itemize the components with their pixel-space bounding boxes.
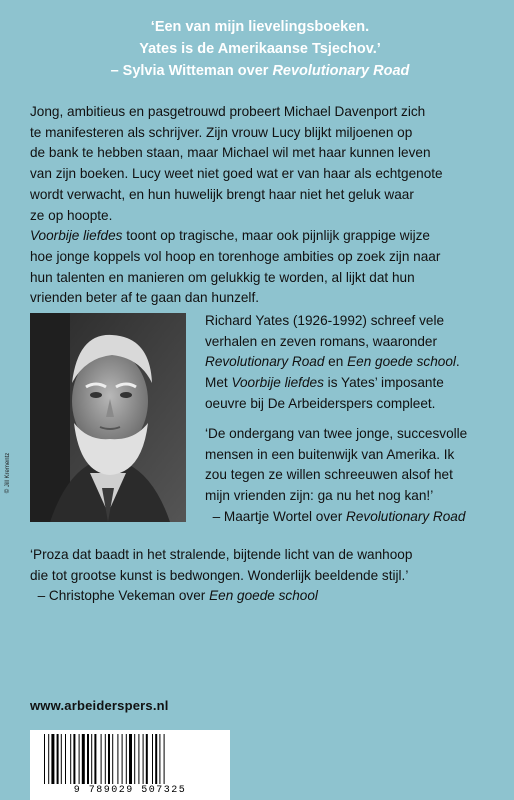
quote-line: zou tegen ze willen schreeuwen alsof het [205, 467, 453, 483]
bio-line: Met Voorbije liefdes is Yates’ imposante [205, 375, 444, 391]
blurb-line: Jong, ambitieus en pasgetrouwd probeert Michael Davenport zich [30, 104, 426, 119]
isbn-barcode [30, 730, 230, 800]
barcode-digits: 9 789029 507325 [73, 785, 187, 796]
bio-line: Richard Yates (1926-1992) schreef vele [205, 313, 445, 328]
author-bio [205, 311, 505, 415]
bio-line: Revolutionary Road en Een goede school. [205, 354, 460, 370]
review-quote-wortel [205, 424, 505, 528]
quote-line: die tot grootse kunst is bedwongen. Wonderlijk beeldende stijl.’ [30, 567, 409, 583]
quote-attribution: – Christophe Vekeman over Een goede school [37, 588, 318, 604]
blurb-line: wordt verwacht, en hun huwelijk brengt haar niet het geluk waar [30, 186, 414, 202]
blurb-line: van zijn boeken. Lucy weet niet goed wat er van haar als echtgenote [30, 166, 443, 182]
quote-line: mensen in een buitenwijk van Amerika. Ik [205, 446, 455, 462]
bio-line: oeuvre bij De Arbeiderspers compleet. [205, 395, 436, 411]
top-quote-attribution: – Sylvia Witteman over Revolutionary Road [110, 63, 410, 79]
photo-credit: © Jill Krementz [5, 452, 11, 494]
quote-line: ‘De ondergang van twee jonge, succesvolle [205, 426, 468, 441]
quote-line: ‘Proza dat baadt in het stralende, bijtende licht van de wanhoop [30, 547, 413, 562]
publisher-website: www.arbeiderspers.nl [30, 698, 169, 713]
author-photo [30, 313, 186, 522]
top-quote-line: ‘Een van mijn lievelingsboeken. [150, 19, 370, 35]
blurb-line: vrienden beter af te gaan dan hunzelf. [30, 290, 259, 306]
top-quote-line: Yates is de Amerikaanse Tsjechov.’ [139, 41, 381, 57]
bio-line: verhalen en zeven romans, waaronder [205, 333, 437, 349]
book-blurb [30, 102, 498, 309]
blurb-line: hun talenten en manieren om gelukkig te worden, al lijkt dat hun [30, 269, 415, 285]
quote-attribution: – Maartje Wortel over Revolutionary Road [212, 508, 466, 524]
barcode-bars [30, 730, 230, 786]
blurb-line: hoe jonge koppels vol hoop en torenhoge ambities op zoek zijn naar [30, 248, 441, 264]
top-quote [60, 16, 460, 82]
blurb-line: ze op hoopte. [30, 207, 113, 223]
review-quote-vekeman [30, 545, 500, 607]
blurb-line: te manifesteren als schrijver. Zijn vrouw Lucy blijkt miljoenen op [30, 124, 413, 140]
quote-line: mijn vrienden zijn: ga nu het nog kan!’ [205, 488, 434, 504]
blurb-line: de bank te hebben staan, maar Michael wil met haar kunnen leven [30, 145, 431, 161]
blurb-line: Voorbije liefdes toont op tragische, maar ook pijnlijk grappige wijze [30, 228, 430, 244]
author-portrait-image [30, 313, 186, 522]
